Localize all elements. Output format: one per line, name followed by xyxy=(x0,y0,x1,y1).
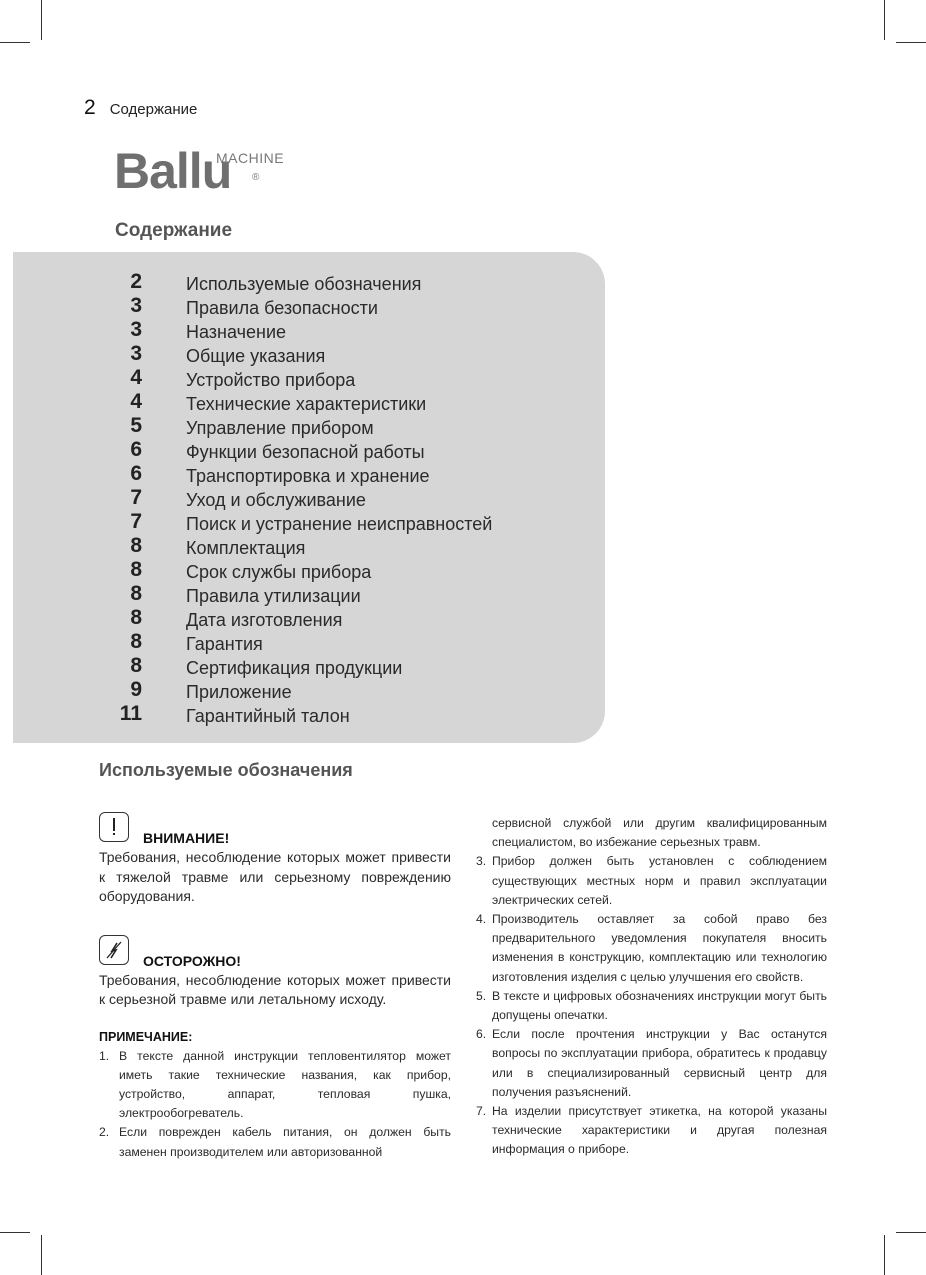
left-column xyxy=(99,812,451,1162)
toc-row xyxy=(0,582,600,606)
list-item: 2. Если поврежден кабель питания, он должен быть заменен производителем или авторизованной xyxy=(99,1125,451,1159)
caution-block xyxy=(99,935,451,1010)
attention-text: Требования, несоблюдение которых может привести к тяжелой травме или серьезному повреждению оборудования. xyxy=(99,849,451,904)
toc-page-number: 5 xyxy=(130,414,142,437)
toc-page-number: 8 xyxy=(130,534,142,557)
crop-mark xyxy=(0,42,30,43)
toc-row xyxy=(0,342,600,366)
toc-entry-label: Уход и обслуживание xyxy=(186,490,366,510)
page-section-name: Содержание xyxy=(109,101,198,118)
toc-entry-label: Гарантия xyxy=(186,634,263,654)
list-item: 6. Если после прочтения инструкции у Вас останутся вопросы по эксплуатации прибора, обратитесь к продавцу или в специализированный сервисный центр для получения разъяснений. xyxy=(476,1027,827,1099)
toc-page-number: 8 xyxy=(130,558,142,581)
toc-entry-label: Управление прибором xyxy=(186,418,374,438)
registered-mark: ® xyxy=(252,172,260,183)
toc-entry-label: Сертификация продукции xyxy=(186,658,403,678)
toc-page-number: 3 xyxy=(130,318,142,341)
toc-row xyxy=(0,414,600,438)
exclamation-icon xyxy=(99,812,129,842)
crop-mark xyxy=(884,1235,885,1275)
toc-row xyxy=(0,366,600,390)
list-item: 1. В тексте данной инструкции тепловентилятор может иметь такие технические названия, как прибор, устройство, аппарат, тепловая пушка, электрообогреватель. xyxy=(99,1048,451,1121)
note-list-right xyxy=(476,852,827,1159)
toc-entry-label: Комплектация xyxy=(186,538,306,558)
toc-page-number: 4 xyxy=(130,390,142,413)
page-number: 2 xyxy=(84,96,96,119)
toc-row xyxy=(0,318,600,342)
toc-page-number: 8 xyxy=(130,606,142,629)
section-title: Используемые обозначения xyxy=(99,760,353,780)
lightning-icon xyxy=(99,935,129,965)
note-list-left xyxy=(99,1047,451,1162)
toc-entry-label: Срок службы прибора xyxy=(186,562,372,582)
toc-page-number: 3 xyxy=(130,342,142,365)
toc-page-number: 3 xyxy=(130,294,142,317)
toc-list xyxy=(0,270,600,726)
list-item: 3. Прибор должен быть установлен с соблюдением существующих местных норм и правил эксплуатации электрических сетей. xyxy=(476,854,827,907)
crop-mark xyxy=(884,0,885,40)
toc-row xyxy=(0,294,600,318)
toc-entry-label: Гарантийный талон xyxy=(186,706,350,726)
toc-page-number: 8 xyxy=(130,582,142,605)
toc-row xyxy=(0,702,600,726)
list-item: 5. В тексте и цифровых обозначениях инструкции могут быть допущены опечатки. xyxy=(476,988,827,1023)
caution-text: Требования, несоблюдение которых может привести к серьезной травме или летальному исходу. xyxy=(99,971,451,1007)
toc-entry-label: Правила безопасности xyxy=(186,298,378,318)
toc-page-number: 6 xyxy=(130,438,142,461)
toc-row xyxy=(0,654,600,678)
toc-page-number: 8 xyxy=(130,654,142,677)
toc-page-number: 9 xyxy=(130,678,142,701)
attention-title: ВНИМАНИЕ! xyxy=(143,830,230,846)
toc-page-number: 2 xyxy=(130,270,142,293)
note-continuation: сервисной службой или другим квалифицированным специалистом, во избежание серьезных травм. xyxy=(492,816,827,850)
toc-entry-label: Общие указания xyxy=(186,346,326,366)
list-item: 7. На изделии присутствует этикетка, на которой указаны технические характеристики и другая полезная информация о приборе. xyxy=(476,1104,827,1157)
toc-row xyxy=(0,510,600,534)
toc-row xyxy=(0,606,600,630)
toc-entry-label: Технические характеристики xyxy=(186,394,427,414)
toc-page-number: 6 xyxy=(130,462,142,485)
toc-row xyxy=(0,630,600,654)
crop-mark xyxy=(896,1232,926,1233)
toc-row xyxy=(0,462,600,486)
crop-mark xyxy=(41,0,42,40)
crop-mark xyxy=(896,42,926,43)
toc-title: Содержание xyxy=(115,220,233,241)
toc-entry-label: Поиск и устранение неисправностей xyxy=(186,514,493,534)
toc-entry-label: Правила утилизации xyxy=(186,586,361,606)
page-header xyxy=(84,96,197,120)
toc-row xyxy=(0,678,600,702)
right-column xyxy=(476,814,827,1160)
toc-row xyxy=(0,438,600,462)
toc-page-number: 11 xyxy=(119,702,142,725)
toc-row xyxy=(0,270,600,294)
brand-logo xyxy=(114,143,304,206)
toc-entry-label: Приложение xyxy=(186,682,292,702)
toc-page-number: 7 xyxy=(130,510,142,533)
note-title: ПРИМЕЧАНИЕ: xyxy=(99,1029,193,1044)
toc-page-number: 8 xyxy=(130,630,142,653)
toc-page-number: 7 xyxy=(130,486,142,509)
logo-subtitle: MACHINE xyxy=(216,150,285,166)
toc-entry-label: Устройство прибора xyxy=(186,370,356,390)
toc-entry-label: Дата изготовления xyxy=(186,610,343,630)
crop-mark xyxy=(41,1235,42,1275)
crop-mark xyxy=(0,1232,30,1233)
toc-entry-label: Назначение xyxy=(186,322,287,342)
list-item: 4. Производитель оставляет за собой право без предварительного уведомления покупателя вносить изменения в конструкцию, комплектацию или технологию изготовления изделия с целью улучшения его свойств. xyxy=(476,912,827,984)
toc-page-number: 4 xyxy=(130,366,142,389)
caution-title: ОСТОРОЖНО! xyxy=(143,952,241,969)
toc-row xyxy=(0,390,600,414)
toc-row xyxy=(0,558,600,582)
toc-entry-label: Транспортировка и хранение xyxy=(186,466,430,486)
toc-row xyxy=(0,534,600,558)
toc-row xyxy=(0,486,600,510)
toc-entry-label: Используемые обозначения xyxy=(186,274,422,294)
attention-block xyxy=(99,812,451,907)
toc-entry-label: Функции безопасной работы xyxy=(186,442,425,462)
logo-wordmark: Ballu xyxy=(114,143,232,199)
